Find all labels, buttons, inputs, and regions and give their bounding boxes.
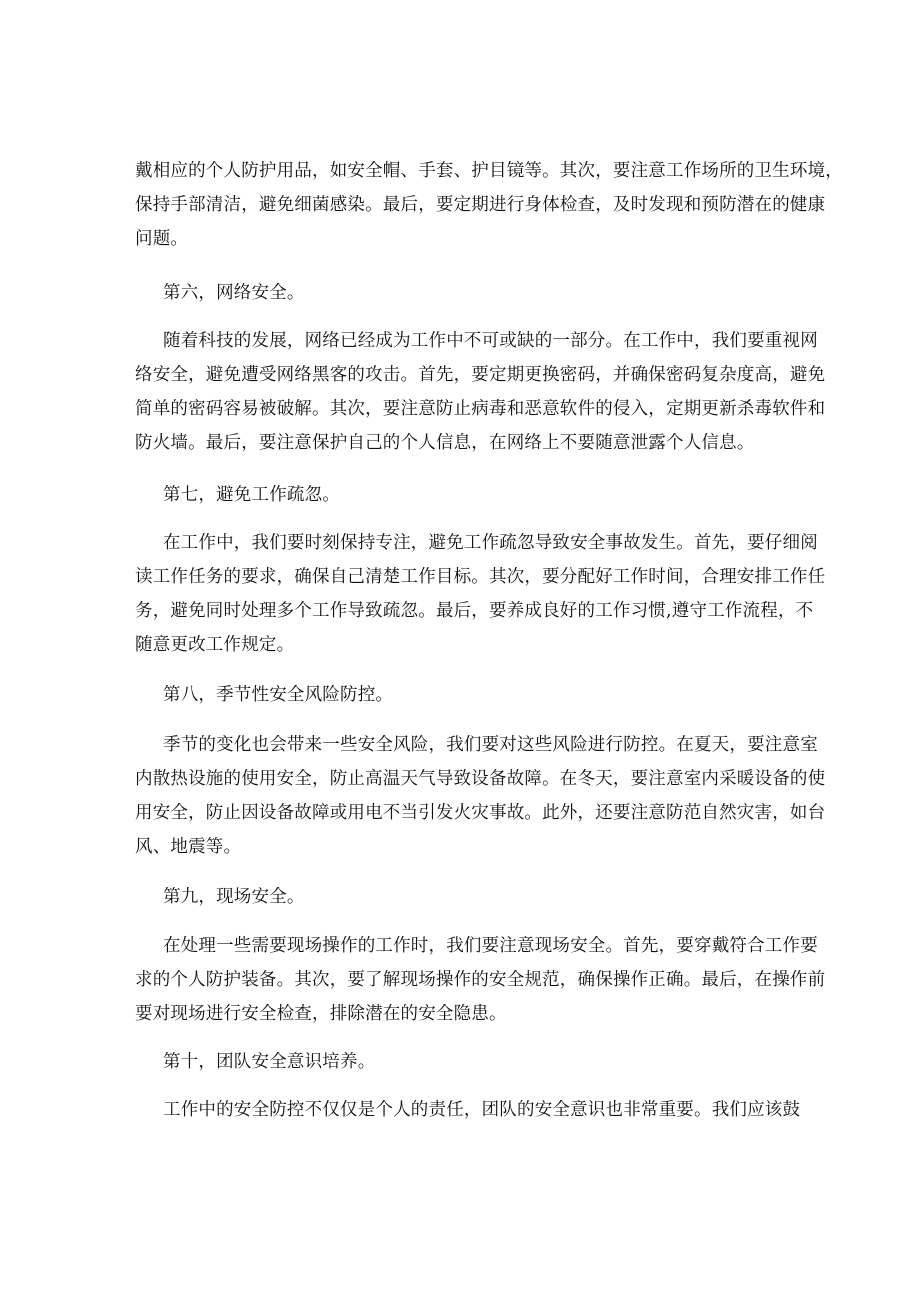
text-line: 在工作中，我们要时刻保持专注，避免工作疏忽导致安全事故发生。首先，要仔细阅 bbox=[163, 533, 818, 553]
text-line: 读工作任务的要求，确保自己清楚工作目标。其次，要分配好工作时间，合理安排工作任 bbox=[135, 567, 826, 587]
text-line: 内散热设施的使用安全，防止高温天气导致设备故障。在冬天，要注意室内采暖设备的使 bbox=[135, 769, 826, 789]
text-line: 工作中的安全防控不仅仅是个人的责任，团队的安全意识也非常重要。我们应该鼓 bbox=[163, 1100, 801, 1120]
text-line: 要对现场进行安全检查，排除潜在的安全隐患。 bbox=[135, 1004, 507, 1024]
heading-text: 第七，避免工作疏忽。 bbox=[163, 485, 340, 505]
text-line: 防火墙。最后，要注意保护自己的个人信息，在网络上不要随意泄露个人信息。 bbox=[135, 433, 755, 453]
text-line: 问题。 bbox=[135, 229, 189, 249]
text-line: 保持手部清洁，避免细菌感染。最后，要定期进行身体检查，及时发现和预防潜在的健康 bbox=[135, 195, 826, 215]
text-line: 随着科技的发展，网络已经成为工作中不可或缺的一部分。在工作中，我们要重视网 bbox=[163, 331, 818, 351]
text-line: 络安全，避免遭受网络黑客的攻击。首先，要定期更换密码，并确保密码复杂度高，避免 bbox=[135, 365, 826, 385]
text-line: 季节的变化也会带来一些安全风险，我们要对这些风险进行防控。在夏天，要注意室 bbox=[163, 735, 818, 755]
heading-text: 第六，网络安全。 bbox=[163, 283, 305, 303]
paragraph-avoid-negligence bbox=[135, 526, 826, 662]
heading-network-security bbox=[135, 276, 797, 310]
text-line: 风、地震等。 bbox=[135, 837, 242, 857]
heading-text: 第九，现场安全。 bbox=[163, 887, 305, 907]
text-line: 戴相应的个人防护用品，如安全帽、手套、护目镜等。其次，要注意工作场所的卫生环境， bbox=[135, 161, 843, 181]
paragraph-personal-protection bbox=[135, 154, 843, 256]
heading-text: 第八，季节性安全风险防控。 bbox=[163, 685, 394, 705]
text-line: 简单的密码容易被破解。其次，要注意防止病毒和恶意软件的侵入，定期更新杀毒软件和 bbox=[135, 399, 826, 419]
heading-text: 第十，团队安全意识培养。 bbox=[163, 1052, 376, 1072]
heading-onsite-safety bbox=[135, 880, 797, 914]
heading-team-awareness bbox=[135, 1045, 797, 1079]
text-line: 在处理一些需要现场操作的工作时，我们要注意现场安全。首先，要穿戴符合工作要 bbox=[163, 936, 818, 956]
paragraph-team-awareness bbox=[135, 1093, 801, 1127]
text-line: 随意更改工作规定。 bbox=[135, 635, 295, 655]
text-line: 用安全，防止因设备故障或用电不当引发火灾事故。此外，还要注意防范自然灾害，如台 bbox=[135, 803, 826, 823]
text-line: 务，避免同时处理多个工作导致疏忽。最后，要养成良好的工作习惯,遵守工作流程，不 bbox=[135, 601, 814, 621]
text-line: 求的个人防护装备。其次，要了解现场操作的安全规范，确保操作正确。最后，在操作前 bbox=[135, 970, 826, 990]
paragraph-network-security bbox=[135, 324, 826, 460]
heading-seasonal-risk bbox=[135, 678, 797, 712]
paragraph-onsite-safety bbox=[135, 929, 826, 1031]
heading-avoid-negligence bbox=[135, 478, 797, 512]
paragraph-seasonal-risk bbox=[135, 728, 826, 864]
